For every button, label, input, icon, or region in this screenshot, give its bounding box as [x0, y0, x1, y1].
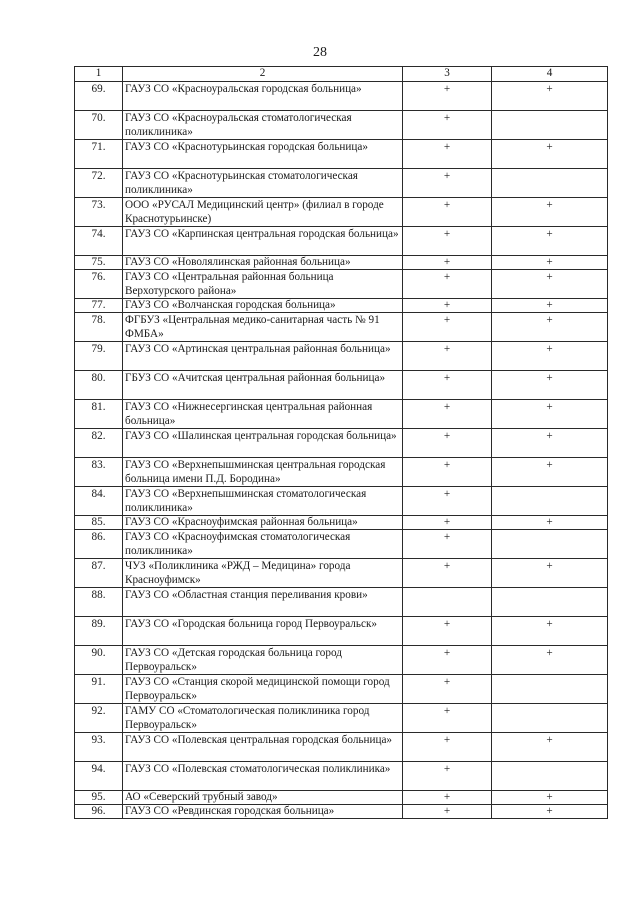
column-3-mark: +: [403, 270, 492, 299]
table-row: [75, 704, 608, 733]
table-row: [75, 313, 608, 342]
table-row: [75, 82, 608, 111]
column-3-mark: +: [403, 198, 492, 227]
column-3-mark: +: [403, 371, 492, 400]
table-row: [75, 256, 608, 270]
table-row: [75, 198, 608, 227]
column-4-mark: +: [492, 227, 608, 256]
row-number: 70.: [75, 111, 123, 140]
table-row: [75, 588, 608, 617]
column-3-mark: +: [403, 530, 492, 559]
organization-name: ГАУЗ СО «Детская городская больница город Первоуральск»: [123, 646, 403, 675]
column-4-mark: +: [492, 429, 608, 458]
column-4-mark: +: [492, 198, 608, 227]
page-number: 28: [313, 45, 327, 60]
organization-name: ГАУЗ СО «Ревдинская городская больница»: [123, 805, 403, 819]
table-row: [75, 400, 608, 429]
row-number: 73.: [75, 198, 123, 227]
table-row: [75, 487, 608, 516]
row-number: 84.: [75, 487, 123, 516]
column-3-mark: +: [403, 704, 492, 733]
column-4-mark: [492, 111, 608, 140]
row-number: 90.: [75, 646, 123, 675]
column-3-mark: +: [403, 82, 492, 111]
organizations-table: [74, 66, 608, 819]
column-3-mark: +: [403, 762, 492, 791]
table-row: [75, 270, 608, 299]
column-4-mark: [492, 169, 608, 198]
row-number: 91.: [75, 675, 123, 704]
organization-name: ГАУЗ СО «Центральная районная больница Верхотурского района»: [123, 270, 403, 299]
organization-name: ГАУЗ СО «Карпинская центральная городская больница»: [123, 227, 403, 256]
column-3-mark: +: [403, 617, 492, 646]
row-number: 75.: [75, 256, 123, 270]
column-4-mark: +: [492, 559, 608, 588]
table-row: [75, 299, 608, 313]
organization-name: ГАУЗ СО «Краснотурьинская стоматологическая поликлиника»: [123, 169, 403, 198]
table-row: [75, 762, 608, 791]
column-3-mark: +: [403, 140, 492, 169]
column-4-mark: +: [492, 458, 608, 487]
column-4-mark: [492, 588, 608, 617]
column-4-mark: +: [492, 270, 608, 299]
organization-name: ГАУЗ СО «Новолялинская районная больница»: [123, 256, 403, 270]
organization-name: ГАУЗ СО «Красноуральская стоматологическая поликлиника»: [123, 111, 403, 140]
table-row: [75, 458, 608, 487]
column-4-mark: [492, 530, 608, 559]
column-4-mark: +: [492, 617, 608, 646]
column-3-mark: +: [403, 299, 492, 313]
column-4-mark: [492, 704, 608, 733]
column-3-mark: +: [403, 400, 492, 429]
organization-name: ГАУЗ СО «Верхнепышминская центральная городская больница имени П.Д. Бородина»: [123, 458, 403, 487]
organization-name: ГАУЗ СО «Полевская стоматологическая поликлиника»: [123, 762, 403, 791]
column-3-mark: +: [403, 429, 492, 458]
column-4-mark: +: [492, 791, 608, 805]
row-number: 77.: [75, 299, 123, 313]
organization-name: ФГБУЗ «Центральная медико-санитарная часть № 91 ФМБА»: [123, 313, 403, 342]
column-3-mark: +: [403, 516, 492, 530]
column-4-mark: +: [492, 140, 608, 169]
table-row: [75, 646, 608, 675]
organization-name: ГАУЗ СО «Красноуральская городская больница»: [123, 82, 403, 111]
row-number: 76.: [75, 270, 123, 299]
column-3-mark: +: [403, 227, 492, 256]
organization-name: АО «Северский трубный завод»: [123, 791, 403, 805]
organization-name: ГБУЗ СО «Ачитская центральная районная больница»: [123, 371, 403, 400]
organization-name: ГАУЗ СО «Шалинская центральная городская больница»: [123, 429, 403, 458]
column-3-mark: +: [403, 342, 492, 371]
header-col-1: 1: [75, 67, 123, 82]
organization-name: ГАУЗ СО «Краснотурьинская городская больница»: [123, 140, 403, 169]
column-3-mark: +: [403, 256, 492, 270]
table-row: [75, 429, 608, 458]
organization-name: ГАУЗ СО «Станция скорой медицинской помощи город Первоуральск»: [123, 675, 403, 704]
column-3-mark: +: [403, 111, 492, 140]
table-body: [75, 82, 608, 819]
column-4-mark: +: [492, 733, 608, 762]
column-4-mark: [492, 487, 608, 516]
row-number: 85.: [75, 516, 123, 530]
column-4-mark: +: [492, 313, 608, 342]
row-number: 87.: [75, 559, 123, 588]
row-number: 81.: [75, 400, 123, 429]
column-4-mark: +: [492, 342, 608, 371]
column-4-mark: +: [492, 516, 608, 530]
header-col-2: 2: [123, 67, 403, 82]
organization-name: ГАУЗ СО «Артинская центральная районная больница»: [123, 342, 403, 371]
table-row: [75, 371, 608, 400]
organization-name: ГАУЗ СО «Нижнесергинская центральная районная больница»: [123, 400, 403, 429]
row-number: 96.: [75, 805, 123, 819]
column-4-mark: +: [492, 82, 608, 111]
organization-name: ЧУЗ «Поликлиника «РЖД – Медицина» города Красноуфимск»: [123, 559, 403, 588]
table-row: [75, 111, 608, 140]
column-4-mark: +: [492, 805, 608, 819]
row-number: 80.: [75, 371, 123, 400]
table-row: [75, 516, 608, 530]
organization-name: ГАУЗ СО «Верхнепышминская стоматологическая поликлиника»: [123, 487, 403, 516]
organization-name: ГАМУ СО «Стоматологическая поликлиника город Первоуральск»: [123, 704, 403, 733]
organization-name: ГАУЗ СО «Областная станция переливания крови»: [123, 588, 403, 617]
table-row: [75, 227, 608, 256]
column-3-mark: +: [403, 458, 492, 487]
table-row: [75, 675, 608, 704]
row-number: 95.: [75, 791, 123, 805]
table-row: [75, 805, 608, 819]
organization-name: ГАУЗ СО «Красноуфимская районная больница»: [123, 516, 403, 530]
column-4-mark: +: [492, 646, 608, 675]
row-number: 92.: [75, 704, 123, 733]
organization-name: ООО «РУСАЛ Медицинский центр» (филиал в городе Краснотурьинске): [123, 198, 403, 227]
column-4-mark: [492, 675, 608, 704]
row-number: 78.: [75, 313, 123, 342]
row-number: 94.: [75, 762, 123, 791]
organization-name: ГАУЗ СО «Красноуфимская стоматологическая поликлиника»: [123, 530, 403, 559]
row-number: 93.: [75, 733, 123, 762]
table-row: [75, 791, 608, 805]
table-row: [75, 559, 608, 588]
column-4-mark: +: [492, 371, 608, 400]
row-number: 71.: [75, 140, 123, 169]
column-3-mark: +: [403, 791, 492, 805]
column-3-mark: +: [403, 313, 492, 342]
row-number: 88.: [75, 588, 123, 617]
row-number: 86.: [75, 530, 123, 559]
column-3-mark: [403, 588, 492, 617]
table-header: [75, 67, 608, 82]
table-row: [75, 342, 608, 371]
column-3-mark: +: [403, 559, 492, 588]
table-row: [75, 140, 608, 169]
column-3-mark: +: [403, 487, 492, 516]
column-4-mark: +: [492, 400, 608, 429]
column-3-mark: +: [403, 733, 492, 762]
row-number: 82.: [75, 429, 123, 458]
row-number: 83.: [75, 458, 123, 487]
column-3-mark: +: [403, 675, 492, 704]
row-number: 79.: [75, 342, 123, 371]
row-number: 74.: [75, 227, 123, 256]
header-col-4: 4: [492, 67, 608, 82]
column-3-mark: +: [403, 805, 492, 819]
table-row: [75, 169, 608, 198]
table-row: [75, 617, 608, 646]
organization-name: ГАУЗ СО «Волчанская городская больница»: [123, 299, 403, 313]
table-row: [75, 733, 608, 762]
organization-name: ГАУЗ СО «Городская больница город Первоуральск»: [123, 617, 403, 646]
column-4-mark: +: [492, 299, 608, 313]
row-number: 89.: [75, 617, 123, 646]
column-3-mark: +: [403, 646, 492, 675]
row-number: 72.: [75, 169, 123, 198]
table-row: [75, 530, 608, 559]
organization-name: ГАУЗ СО «Полевская центральная городская больница»: [123, 733, 403, 762]
row-number: 69.: [75, 82, 123, 111]
column-4-mark: +: [492, 256, 608, 270]
header-col-3: 3: [403, 67, 492, 82]
column-3-mark: +: [403, 169, 492, 198]
column-4-mark: [492, 762, 608, 791]
